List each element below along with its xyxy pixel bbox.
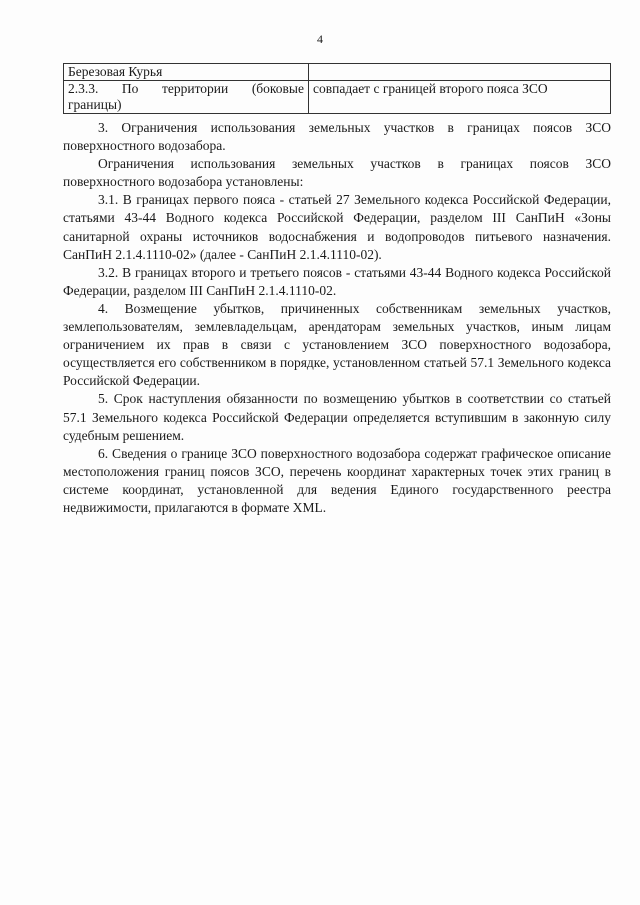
paragraph-compensation-term: 5. Срок наступления обязанности по возмещению убытков в соответствии со статьей 57.1 Земельного кодекса Российской Федерации определяется вступившим в законную силу судебным решением. xyxy=(63,391,611,443)
justified-line xyxy=(68,81,304,97)
table-row xyxy=(64,81,611,114)
table-cell-description: совпадает с границей второго пояса ЗСО xyxy=(309,81,611,114)
paragraph-compensation: 4. Возмещение убытков, причиненных собственникам земельных участков, землепользователям, землевладельцам, арендаторам земельных участков, иным лицам ограничением их прав в связи с установлением ЗСО поверхностного водозабора, осуществляется его собственником в порядке, установленном статьей 57.1 Земельного кодекса Российской Федерации. xyxy=(63,300,611,389)
table-cell-description xyxy=(309,64,611,81)
zone-boundary-table xyxy=(63,63,611,114)
word: территории xyxy=(161,81,229,96)
paragraph-boundary-info: 6. Сведения о границе ЗСО поверхностного водозабора содержат графическое описание местоположения границ поясов ЗСО, перечень координат характерных точек этих границ в системе координат, установленной для ведения Единого государственного реестра недвижимости, прилагаются в формате XML. xyxy=(63,445,611,515)
table-cell-location: Березовая Курья xyxy=(64,64,309,81)
word: 2.3.3. xyxy=(68,81,99,96)
page-number: 4 xyxy=(317,32,323,46)
table-cell-line: границы) xyxy=(68,97,122,112)
word: (боковые xyxy=(251,81,304,96)
table-cell-location xyxy=(64,81,309,114)
word: По xyxy=(121,81,139,96)
paragraph-restrictions-heading: 3. Ограничения использования земельных участков в границах поясов ЗСО поверхностного водозабора. xyxy=(63,120,611,154)
table-row xyxy=(64,64,611,81)
document-body xyxy=(63,119,611,517)
paragraph-first-zone: 3.1. В границах первого пояса - статьей 27 Земельного кодекса Российской Федерации, статьями 43-44 Водного кодекса Российской Федерации, разделом III СанПиН «Зоны санитарной охраны источников водоснабжения и водопроводов питьевого назначения. СанПиН 2.1.4.1110-02» (далее - СанПиН 2.1.4.1110-02). xyxy=(63,192,611,262)
paragraph-restrictions-intro: Ограничения использования земельных участков в границах поясов ЗСО поверхностного водозабора установлены: xyxy=(63,156,611,190)
paragraph-second-third-zone: 3.2. В границах второго и третьего поясов - статьями 43-44 Водного кодекса Российской Федерации, разделом III СанПиН 2.1.4.1110-02. xyxy=(63,264,611,298)
